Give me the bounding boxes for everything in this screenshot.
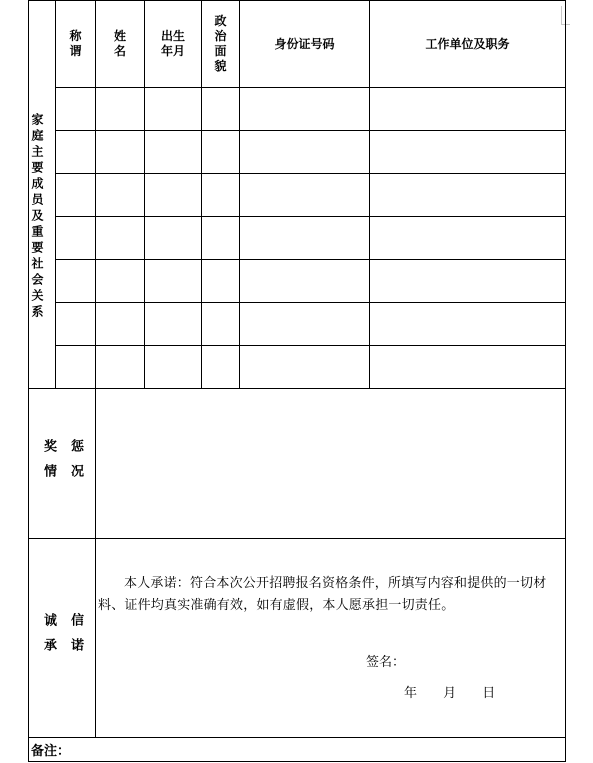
relation-input-cell[interactable] <box>56 260 96 303</box>
header-id-number-cell <box>240 1 370 88</box>
birth-input-cell[interactable] <box>145 346 202 389</box>
family-row <box>29 174 566 217</box>
name-input-cell[interactable] <box>96 131 145 174</box>
birth-input-cell[interactable] <box>145 174 202 217</box>
work-input-cell[interactable] <box>370 260 566 303</box>
header-relation: 称谓 <box>69 29 82 58</box>
id-number-input-cell[interactable] <box>240 260 370 303</box>
remarks-row <box>29 738 566 762</box>
relation-input-cell[interactable] <box>56 217 96 260</box>
id-number-input-cell[interactable] <box>240 131 370 174</box>
name-input-cell[interactable] <box>96 88 145 131</box>
family-row <box>29 217 566 260</box>
name-input-cell[interactable] <box>96 217 145 260</box>
political-input-cell[interactable] <box>202 260 240 303</box>
integrity-content <box>96 539 565 737</box>
id-number-input-cell[interactable] <box>240 303 370 346</box>
integrity-label-col2: 信诺 <box>68 613 83 663</box>
id-number-input-cell[interactable] <box>240 217 370 260</box>
integrity-label <box>29 613 95 663</box>
header-relation-cell <box>56 1 96 88</box>
family-row <box>29 346 566 389</box>
relation-input-cell[interactable] <box>56 88 96 131</box>
header-work: 工作单位及职务 <box>425 36 510 51</box>
birth-input-cell[interactable] <box>145 260 202 303</box>
awards-label <box>29 439 95 489</box>
relation-input-cell[interactable] <box>56 174 96 217</box>
birth-input-cell[interactable] <box>145 303 202 346</box>
family-section-label: 家庭主要成员及重要社会关系 <box>30 112 44 321</box>
integrity-label-cell <box>29 539 96 738</box>
work-input-cell[interactable] <box>370 217 566 260</box>
id-number-input-cell[interactable] <box>240 346 370 389</box>
relation-input-cell[interactable] <box>56 303 96 346</box>
id-number-input-cell[interactable] <box>240 174 370 217</box>
id-number-input-cell[interactable] <box>240 88 370 131</box>
family-row <box>29 131 566 174</box>
remarks-cell[interactable] <box>29 738 566 762</box>
awards-row <box>29 389 566 539</box>
registration-form-table <box>28 0 566 762</box>
work-input-cell[interactable] <box>370 88 566 131</box>
work-input-cell[interactable] <box>370 346 566 389</box>
birth-input-cell[interactable] <box>145 217 202 260</box>
header-id-number: 身份证号码 <box>274 36 335 51</box>
family-row <box>29 260 566 303</box>
header-birth-cell <box>145 1 202 88</box>
political-input-cell[interactable] <box>202 131 240 174</box>
awards-label-col1: 奖情 <box>41 438 56 489</box>
header-name: 姓名 <box>113 29 126 58</box>
birth-input-cell[interactable] <box>145 88 202 131</box>
header-political-cell <box>202 1 240 88</box>
header-work-cell <box>370 1 566 88</box>
work-input-cell[interactable] <box>370 174 566 217</box>
integrity-statement: 本人承诺：符合本次公开招聘报名资格条件，所填写内容和提供的一切材料、证件均真实准确有效，如有虚假，本人愿承担一切责任。 <box>98 576 547 613</box>
family-section-label-cell <box>29 1 56 389</box>
awards-label-col2: 惩况 <box>68 438 83 489</box>
integrity-content-cell <box>96 539 566 738</box>
political-input-cell[interactable] <box>202 217 240 260</box>
name-input-cell[interactable] <box>96 303 145 346</box>
awards-content-cell[interactable] <box>96 389 566 539</box>
relation-input-cell[interactable] <box>56 346 96 389</box>
remarks-label: 备注： <box>31 744 71 759</box>
integrity-label-col1: 诚承 <box>41 613 56 663</box>
signature-label: 签名： <box>366 655 406 670</box>
family-header-row <box>29 1 566 88</box>
name-input-cell[interactable] <box>96 260 145 303</box>
work-input-cell[interactable] <box>370 131 566 174</box>
political-input-cell[interactable] <box>202 346 240 389</box>
family-row <box>29 303 566 346</box>
name-input-cell[interactable] <box>96 174 145 217</box>
header-birth: 出生年月 <box>160 29 185 58</box>
family-row <box>29 88 566 131</box>
political-input-cell[interactable] <box>202 174 240 217</box>
date-label: 年 月 日 <box>404 686 496 701</box>
political-input-cell[interactable] <box>202 303 240 346</box>
work-input-cell[interactable] <box>370 303 566 346</box>
birth-input-cell[interactable] <box>145 131 202 174</box>
integrity-row <box>29 539 566 738</box>
name-input-cell[interactable] <box>96 346 145 389</box>
relation-input-cell[interactable] <box>56 131 96 174</box>
header-name-cell <box>96 1 145 88</box>
awards-label-cell <box>29 389 96 539</box>
header-political: 政治面貌 <box>214 14 227 73</box>
political-input-cell[interactable] <box>202 88 240 131</box>
